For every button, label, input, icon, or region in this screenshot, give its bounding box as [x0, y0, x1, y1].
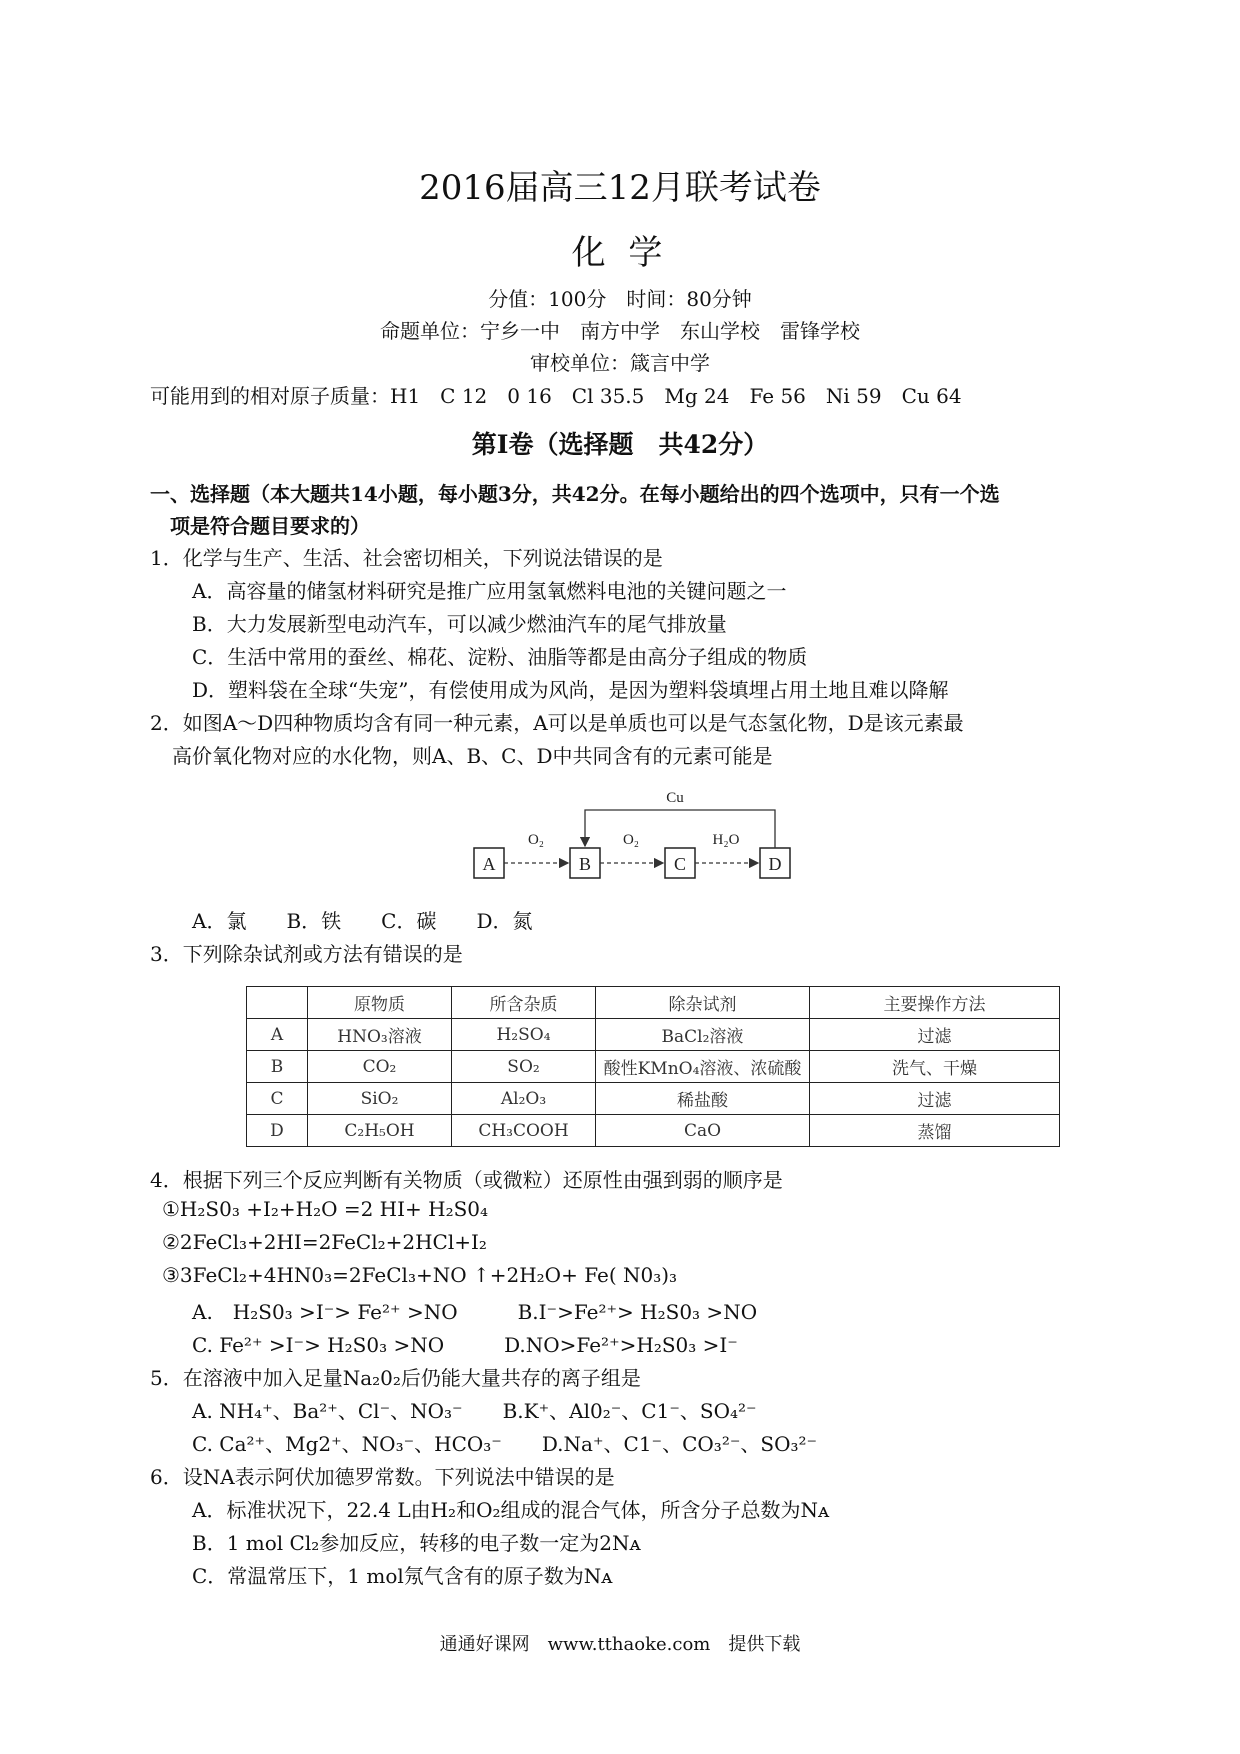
table-cell: SiO₂ — [308, 1083, 452, 1115]
table-cell: 过滤 — [810, 1083, 1060, 1115]
q3-table — [246, 986, 1060, 1147]
section-instruction: 一、选择题（本大题共14小题，每小题3分，共42分。在每小题给出的四个选项中，只有一个选 — [150, 482, 1000, 506]
q6-option-b: B．1 mol Cl₂参加反应，转移的电子数一定为2Nᴀ — [192, 1531, 641, 1555]
label-c-d: H₂O — [712, 832, 740, 848]
section-instruction-cont: 项是符合题目要求的） — [170, 514, 370, 538]
table-cell: B — [247, 1051, 308, 1083]
table-cell: 稀盐酸 — [596, 1083, 810, 1115]
table-cell: SO₂ — [452, 1051, 596, 1083]
q2-stem: 2．如图A～D四种物质均含有同一种元素，A可以是单质也可以是气态氢化物，D是该元素最 — [150, 711, 964, 735]
footer-text: 通通好课网 www.tthaoke.com 提供下载 — [439, 1634, 801, 1655]
q4-options-cd: C. Fe²⁺ >I⁻> H₂S0₃ >NO D.NO>Fe²⁺>H₂S0₃ >I⁻ — [192, 1333, 738, 1357]
q3-stem: 3．下列除杂试剂或方法有错误的是 — [150, 942, 463, 966]
label-a-b: O₂ — [527, 832, 545, 848]
table-header: 所含杂质 — [452, 987, 596, 1019]
q6-stem: 6．设NA表示阿伏加德罗常数。下列说法中错误的是 — [150, 1465, 615, 1489]
table-cell: C — [247, 1083, 308, 1115]
table-header — [247, 987, 308, 1019]
q2-options: A．氯 B．铁 C．碳 D．氮 — [192, 909, 533, 933]
q2-stem-cont: 高价氧化物对应的水化物，则A、B、C、D中共同含有的元素可能是 — [172, 744, 773, 768]
q6-option-a: A．标准状况下，22.4 L由H₂和O₂组成的混合气体，所含分子总数为Nᴀ — [192, 1498, 830, 1522]
node-d: D — [768, 854, 782, 874]
q1-stem: 1．化学与生产、生活、社会密切相关，下列说法错误的是 — [150, 546, 663, 570]
table-row — [247, 1115, 1060, 1147]
q4-reaction-2: ②2FeCl₃+2HI=2FeCl₂+2HCl+I₂ — [162, 1230, 487, 1254]
table-cell: 酸性KMnO₄溶液、浓硫酸 — [596, 1051, 810, 1083]
table-cell: C₂H₅OH — [308, 1115, 452, 1147]
q6-option-c: C．常温常压下，1 mol氖气含有的原子数为Nᴀ — [192, 1564, 613, 1588]
q4-reaction-3: ③3FeCl₂+4HN0₃=2FeCl₃+NO ↑+2H₂O+ Fe( N0₃)₃ — [162, 1263, 678, 1287]
table-cell: HNO₃溶液 — [308, 1019, 452, 1051]
table-row — [247, 1083, 1060, 1115]
q5-options-cd: C. Ca²⁺、Mg2⁺、NO₃⁻、HCO₃⁻ D.Na⁺、C1⁻、CO₃²⁻、SO₃²⁻ — [192, 1432, 818, 1456]
q4-options-ab: A. H₂S0₃ >I⁻> Fe²⁺ >NO B.I⁻>Fe²⁺> H₂S0₃ >NO — [192, 1300, 758, 1324]
table-header: 原物质 — [308, 987, 452, 1019]
table-cell: 洗气、干燥 — [810, 1051, 1060, 1083]
label-b-c: O₂ — [622, 832, 640, 848]
conversion-diagram — [460, 780, 820, 885]
table-cell: D — [247, 1115, 308, 1147]
table-header: 除杂试剂 — [596, 987, 810, 1019]
q1-option-d: D．塑料袋在全球“失宠”，有偿使用成为风尚，是因为塑料袋填埋占用土地且难以降解 — [192, 678, 949, 702]
node-b: B — [578, 854, 592, 874]
node-c: C — [673, 854, 687, 874]
section-title: 第I卷（选择题 共42分） — [471, 430, 769, 459]
label-d-b: Cu — [666, 790, 684, 806]
exam-title: 2016届高三12月联考试卷 — [419, 168, 821, 208]
node-a: A — [482, 854, 496, 874]
table-cell: A — [247, 1019, 308, 1051]
table-header: 主要操作方法 — [810, 987, 1060, 1019]
table-cell: 蒸馏 — [810, 1115, 1060, 1147]
table-cell: BaCl₂溶液 — [596, 1019, 810, 1051]
table-cell: Al₂O₃ — [452, 1083, 596, 1115]
q1-option-b: B．大力发展新型电动汽车，可以减少燃油汽车的尾气排放量 — [192, 612, 727, 636]
subject-title: 化 学 — [571, 233, 669, 273]
table-cell: CaO — [596, 1115, 810, 1147]
table-cell: 过滤 — [810, 1019, 1060, 1051]
q1-option-a: A．高容量的储氢材料研究是推广应用氢氧燃料电池的关键问题之一 — [192, 579, 787, 603]
table-header-row — [247, 987, 1060, 1019]
q4-stem: 4．根据下列三个反应判断有关物质（或微粒）还原性由强到弱的顺序是 — [150, 1168, 783, 1192]
table-cell: CH₃COOH — [452, 1115, 596, 1147]
table-row — [247, 1051, 1060, 1083]
table-cell: H₂SO₄ — [452, 1019, 596, 1051]
table-row — [247, 1019, 1060, 1051]
author-units: 命题单位：宁乡一中 南方中学 东山学校 雷锋学校 — [380, 319, 860, 343]
q1-option-c: C．生活中常用的蚕丝、棉花、淀粉、油脂等都是由高分子组成的物质 — [192, 645, 808, 669]
q5-options-ab: A. NH₄⁺、Ba²⁺、Cl⁻、NO₃⁻ B.K⁺、Al0₂⁻、C1⁻、SO₄²⁻ — [192, 1399, 757, 1423]
arrow-d-b — [585, 810, 775, 848]
q4-reaction-1: ①H₂S0₃ +I₂+H₂O =2 HI+ H₂S0₄ — [162, 1197, 489, 1221]
score-time: 分值：100分 时间：80分钟 — [488, 287, 752, 311]
atomic-masses: 可能用到的相对原子质量：H1 C 12 0 16 Cl 35.5 Mg 24 Fe 56 Ni 59 Cu 64 — [150, 384, 962, 408]
table-cell: CO₂ — [308, 1051, 452, 1083]
reviewer-unit: 审校单位：箴言中学 — [530, 351, 710, 375]
q5-stem: 5．在溶液中加入足量Na₂0₂后仍能大量共存的离子组是 — [150, 1366, 641, 1390]
